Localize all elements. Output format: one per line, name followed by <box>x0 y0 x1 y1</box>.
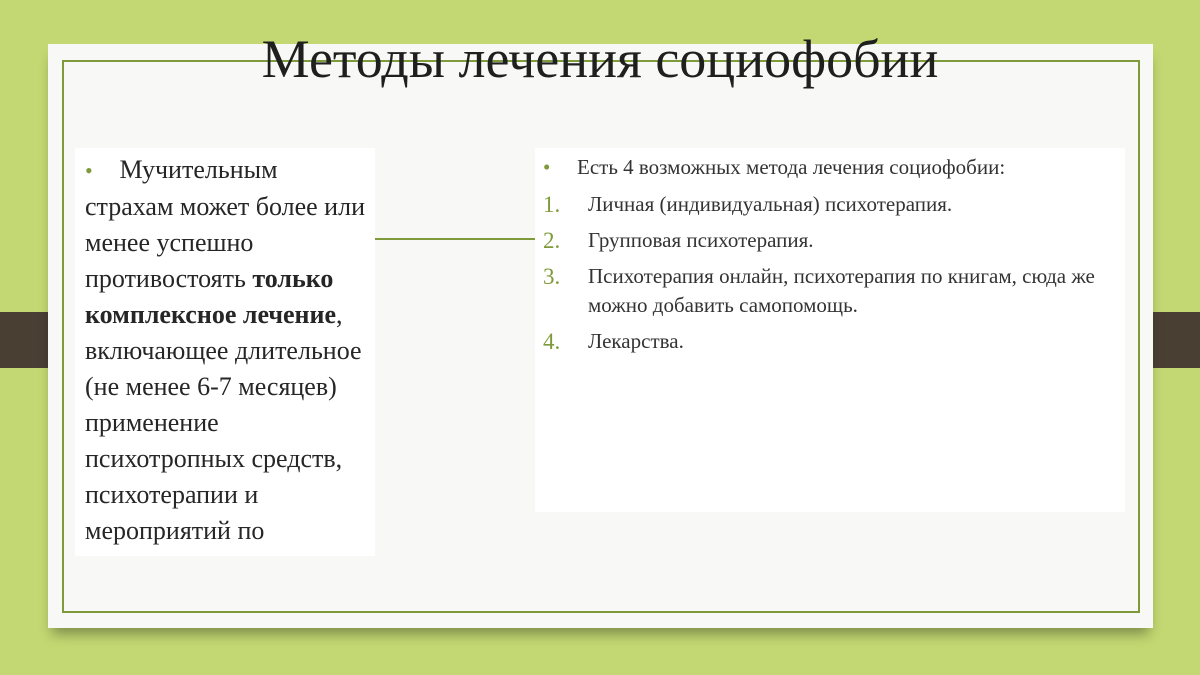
methods-intro-text: Есть 4 возможных метода лечения социофобии: <box>577 155 1006 179</box>
methods-intro <box>543 152 1113 182</box>
bullet-icon: • <box>543 155 551 179</box>
method-text: Лекарства. <box>588 329 684 353</box>
method-text: Личная (индивидуальная) психотерапия. <box>588 192 953 216</box>
method-item <box>543 262 1113 320</box>
slide-title: Методы лечения социофобии <box>261 29 939 89</box>
left-text-bold: только комплексное лечение <box>85 264 337 329</box>
method-item <box>543 327 1113 356</box>
right-panel-content <box>543 152 1113 363</box>
connector-line <box>375 238 535 240</box>
method-number: 1. <box>543 192 561 217</box>
method-item <box>543 190 1113 219</box>
method-text: Психотерапия онлайн, психотерапия по книгам, сюда же можно добавить самопомощь. <box>588 264 1095 317</box>
method-number: 3. <box>543 264 561 289</box>
method-number: 2. <box>543 228 561 253</box>
left-text-end: , включающее длительное (не менее 6-7 месяцев) применение психотропных средств, психотерапии и мероприятий по <box>85 300 362 545</box>
method-number: 4. <box>543 329 561 354</box>
method-text: Групповая психотерапия. <box>588 228 814 252</box>
left-panel-text <box>85 152 365 549</box>
method-item <box>543 226 1113 255</box>
left-text-start: Мучительным страхам может более или менее успешно противостоять <box>85 155 365 293</box>
bullet-icon: • <box>85 158 93 183</box>
